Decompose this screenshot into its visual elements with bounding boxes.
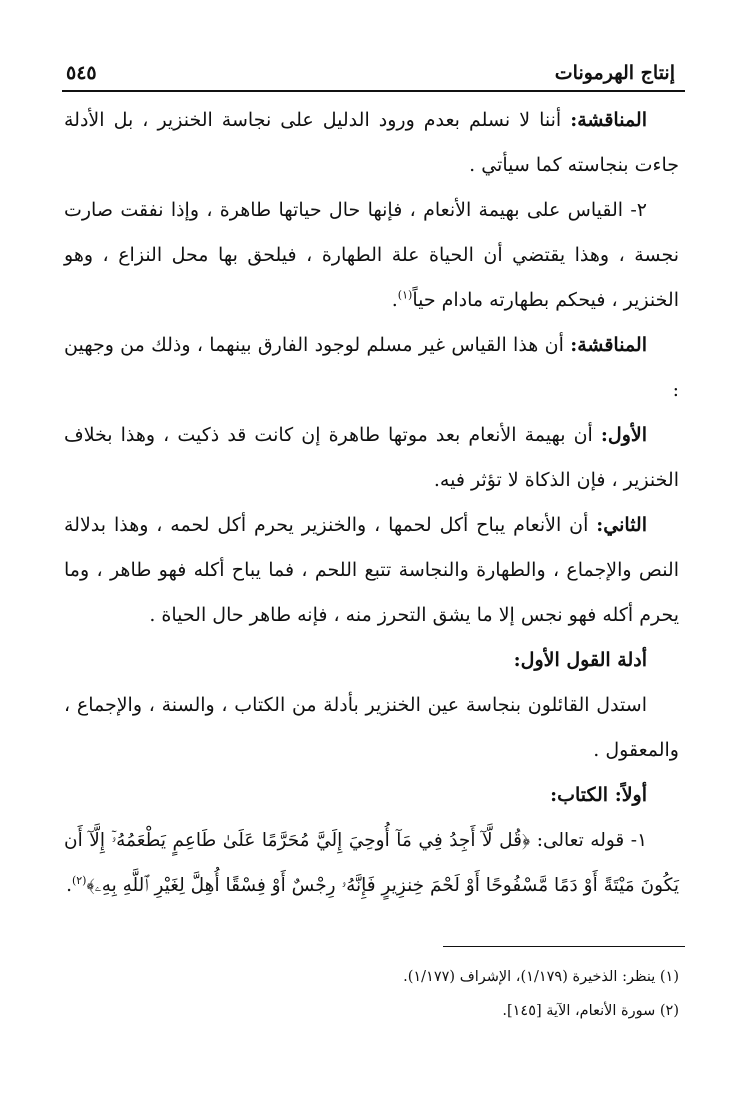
paragraph-tail: . bbox=[391, 289, 398, 311]
paragraph-text: أن بهيمة الأنعام بعد موتها طاهرة إن كانت قد ذكيت ، وهذا بخلاف الخنزير ، فإن الذكاة لا تؤثر فيه. bbox=[64, 424, 679, 491]
footnotes bbox=[62, 960, 679, 1028]
verse-lead: ١- قوله تعالى: bbox=[530, 830, 647, 851]
quran-verse: ﴿قُل لَّآ أَجِدُ فِي مَآ أُوحِيَ إِلَيَّ مُحَرَّمًا عَلَىٰ طَاعِمٍ يَطْعَمُهُۥٓ إِلَّآ أَن يَكُونَ مَيْتَةً أَوْ دَمًا مَّسْفُوحًا أَوْ لَحْمَ خِنزِيرٍ فَإِنَّهُۥ رِجْسٌ أَوْ فِسْقًا أُهِلَّ لِغَيْرِ ٱللَّهِ بِهِۦ﴾ bbox=[64, 830, 679, 896]
section-intro: استدل القائلون بنجاسة عين الخنزير بأدلة من الكتاب ، والسنة ، والإجماع ، والمعقول . bbox=[64, 694, 679, 761]
section-heading: أدلة القول الأول: bbox=[513, 649, 647, 671]
term-discussion: المناقشة: bbox=[570, 109, 647, 131]
paragraph-text: ٢- القياس على بهيمة الأنعام ، فإنها حال حياتها طاهرة ، وإذا نفقت صارت نجسة ، وهذا يقتضي أن الحياة علة الطهارة ، فيلحق بها محل النزاع ، وهو الخنزير ، فيحكم بطهارته مادام حياً bbox=[64, 199, 679, 311]
paragraph-text: أننا لا نسلم بعدم ورود الدليل على نجاسة الخنزير ، بل الأدلة جاءت بنجاسته كما سيأتي . bbox=[64, 109, 679, 176]
term-first: الأول: bbox=[600, 424, 647, 446]
paragraph-discussion-2 bbox=[64, 323, 679, 413]
footnote-1: (١) ينظر: الذخيرة (١/١٧٩)، الإشراف (١/١٧٧). bbox=[403, 969, 679, 985]
footnote-ref-2[interactable]: (٢) bbox=[71, 873, 87, 887]
verse-tail: . bbox=[66, 875, 72, 896]
paragraph-analogy bbox=[64, 188, 679, 323]
header-rule bbox=[62, 90, 685, 92]
running-title: إنتاج الهرمونات bbox=[554, 62, 675, 84]
sub-heading: أولاً: الكتاب: bbox=[550, 784, 647, 806]
quran-verse-paragraph bbox=[64, 818, 679, 908]
document-page bbox=[62, 56, 685, 1036]
paragraph-text: أن الأنعام يباح أكل لحمها ، والخنزير يحرم أكل لحمه ، وهذا بدلالة النص والإجماع ، والطهارة والنجاسة تتبع اللحم ، فما يباح أكله فهو طاهر ، وما يحرم أكله فهو نجس إلا ما يشق التحرز منه ، فإنه طاهر حال الحياة . bbox=[64, 514, 679, 626]
footnote-separator bbox=[443, 946, 685, 947]
main-text bbox=[62, 98, 685, 908]
paragraph-discussion-1 bbox=[64, 98, 679, 188]
footnote-2: (٢) سورة الأنعام، الآية [١٤٥]. bbox=[502, 1003, 679, 1019]
paragraph-second-aspect bbox=[64, 503, 679, 638]
page-number: ٥٤٥ bbox=[66, 62, 97, 84]
running-header bbox=[62, 56, 685, 88]
term-discussion: المناقشة: bbox=[570, 334, 647, 356]
term-second: الثاني: bbox=[596, 514, 647, 536]
footnote-ref-1[interactable]: (١) bbox=[397, 288, 413, 302]
paragraph-first-aspect bbox=[64, 413, 679, 503]
paragraph-text: أن هذا القياس غير مسلم لوجود الفارق بينهما ، وذلك من وجهين : bbox=[64, 334, 679, 401]
